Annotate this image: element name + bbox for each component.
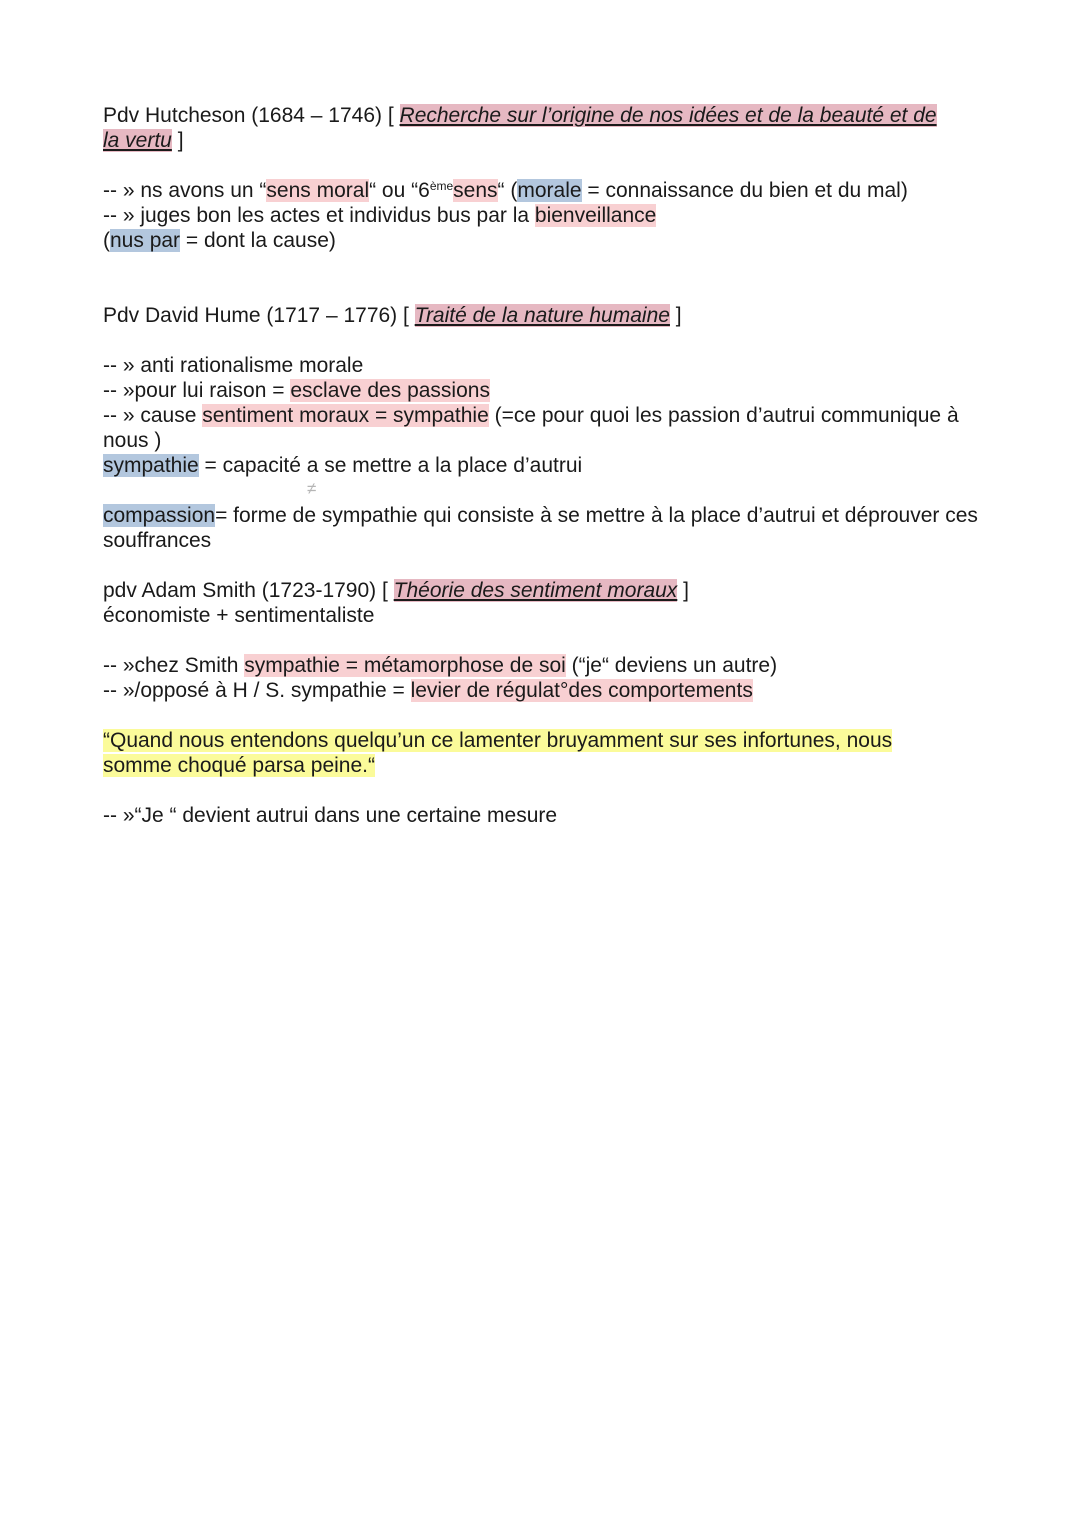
notes-content	[103, 103, 983, 828]
hume-line-2	[103, 378, 983, 403]
text: (	[103, 229, 110, 252]
not-equal-sign: ≠	[307, 479, 317, 498]
text: “ ou “6	[369, 179, 430, 202]
hume-line-4	[103, 453, 983, 478]
highlight-nus-par: nus par	[110, 229, 181, 252]
smith-line-1	[103, 653, 983, 678]
hutcheson-heading	[103, 103, 983, 128]
highlight-sens: sens	[453, 179, 498, 202]
hutcheson-line-2	[103, 203, 983, 228]
bracket-close: ]	[677, 579, 689, 602]
hutcheson-title: Pdv Hutcheson (1684 – 1746) [	[103, 104, 400, 127]
text: -- »chez Smith	[103, 654, 245, 677]
highlight-esclave: esclave des passions	[290, 379, 490, 402]
smith-line-2	[103, 678, 983, 703]
smith-quote	[103, 728, 933, 778]
hume-book-title: Traité de la nature humaine	[414, 304, 670, 327]
hutcheson-book-title-cont: la vertu	[103, 129, 172, 152]
bracket-close: ]	[669, 304, 682, 327]
smith-subtitle: économiste + sentimentaliste	[103, 604, 375, 627]
hume-title: Pdv David Hume (1717 – 1776) [	[103, 304, 415, 327]
text: = forme de sympathie qui consiste à se mettre à la place d’autrui et déprouver ces souffrances	[103, 504, 978, 552]
text: -- » cause	[103, 404, 203, 427]
smith-book-title: Théorie des sentiment moraux	[393, 579, 678, 602]
superscript: ème	[429, 179, 454, 193]
hutcheson-book-title: Recherche sur l’origine de nos idées et de la beauté et de	[399, 104, 937, 127]
hume-line-3	[103, 403, 983, 453]
text: = capacité a se mettre a la place d’autrui	[198, 454, 583, 477]
smith-last-line: -- »“Je “ devient autrui dans une certaine mesure	[103, 804, 558, 827]
text: -- » juges bon les actes et individus bus par la	[103, 204, 535, 227]
text: -- »/opposé à H / S. sympathie =	[103, 679, 411, 702]
text: -- » ns avons un “	[103, 179, 267, 202]
text: (“je“ deviens un autre)	[565, 654, 778, 677]
highlight-sentiment-moraux: sentiment moraux = sympathie	[202, 404, 489, 427]
highlight-morale: morale	[517, 179, 582, 202]
hutcheson-line-3	[103, 228, 983, 253]
text: (=ce pour quoi les passion d’autrui communique à nous )	[103, 404, 959, 452]
highlight-levier: levier de régulat°des comportements	[410, 679, 753, 702]
highlight-compassion: compassion	[103, 504, 216, 527]
text: = dont la cause)	[180, 229, 336, 252]
highlight-sens-moral: sens moral	[266, 179, 370, 202]
smith-title: pdv Adam Smith (1723-1790) [	[103, 579, 394, 602]
highlight-bienveillance: bienveillance	[534, 204, 657, 227]
hume-line-1: -- » anti rationalisme morale	[103, 354, 364, 377]
text: -- »pour lui raison =	[103, 379, 291, 402]
hutcheson-heading-cont	[103, 128, 983, 153]
hutcheson-line-1	[103, 178, 983, 203]
highlight-metamorphose: sympathie = métamorphose de soi	[244, 654, 566, 677]
text: “ (	[497, 179, 518, 202]
smith-heading	[103, 578, 983, 603]
highlight-sympathie: sympathie	[103, 454, 199, 477]
hume-line-5	[103, 503, 983, 553]
highlight-quote: “Quand nous entendons quelqu’un ce lamenter bruyamment sur ses infortunes, nous somme choqué parsa peine.“	[103, 729, 893, 777]
hume-heading	[103, 303, 983, 328]
text: = connaissance du bien et du mal)	[581, 179, 908, 202]
bracket-close: ]	[171, 129, 184, 152]
